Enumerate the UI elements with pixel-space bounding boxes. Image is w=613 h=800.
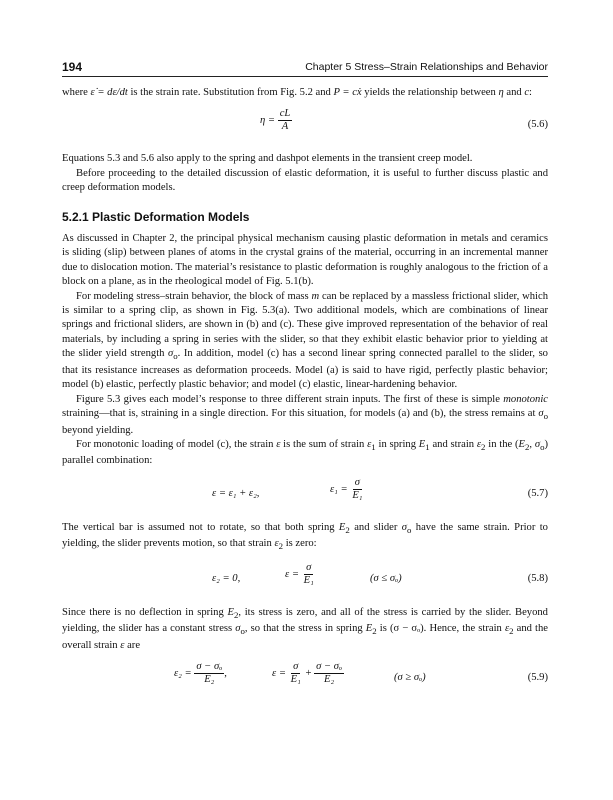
page-body (62, 86, 548, 705)
paragraph-equations-apply: Equations 5.3 and 5.6 also apply to the spring and dashpot elements in the transient creep model. (62, 153, 473, 165)
equation-number: (5.6) (527, 119, 548, 131)
paragraph-strain-rate: where ε̇ = dε/dt is the strain rate. Substitution from Fig. 5.2 and P = cẋ yields the relationship between η and c: (62, 87, 532, 98)
section-heading: 5.2.1 Plastic Deformation Models (62, 209, 250, 224)
paragraph-before-proceeding: Before proceeding to the detailed discussion of elastic deformation, it is useful to further discuss plastic and creep deformation models. (62, 167, 548, 194)
equation-number: (5.9) (527, 672, 548, 684)
equation-5-8: ε₂ = 0, ε = $\frac{\sigma}{\text{E₁}}$ (σ ≤ σₒ) (5.8) (212, 561, 548, 586)
running-title: Chapter 5 Stress–Strain Relationships and Behavior (305, 61, 548, 73)
paragraph-slider-models: For modeling stress–strain behavior, the block of mass m can be replaced by a massless frictional slider, which is similar to a spring clip, as shown in Fig. 5.3(a). Two additional models, which are combinations of linear springs and frictional sliders, are shown in (b) and (c). These give improved representation of the behavior of real materials, by including a spring in series with the slider, so that they exhibit elastic behavior prior to yielding at the slider yield strength $\sigma_o$. In addition, model (c) has a second linear spring connected parallel to the slider, so that its resistance increases as deformation proceeds. Model (a) is said to have rigid, perfectly plastic behavior; model (b) elastic, perfectly plastic behavior; and model (c) elastic, linear-hardening behavior. (62, 290, 548, 391)
paragraph-model-c: For monotonic loading of model (c), the strain ε is the sum of strain $\varepsilon_1$ in spring $E_1$ and strain $\varepsilon_2$ in the ($E_2$, $\sigma_o$) parallel combination: (62, 438, 549, 467)
equation-5-7: ε = ε₁ + ε₂, ε₁ = $\frac{\sigma}{\text{E₁}}$ (5.7) (212, 476, 548, 501)
equation-number: (5.7) (527, 487, 548, 499)
paragraph-mechanism: As discussed in Chapter 2, the principal physical mechanism causing plastic deformation in metals and ceramics is sliding (slip) between planes of atoms in the crystal grains of the material, occurring in an incremental manner due to dislocation motion. The material’s resistance to plastic deformation is roughly analogous to the friction of a block on a plane, as in the rheological model of Fig. 5.1(b). (62, 233, 548, 288)
page-header (62, 60, 548, 77)
equation-5-9: ε₂ = $\frac{\text{σ − σₒ}}{\text{E₂}}$ , ε = $\frac{\sigma}{\text{E₁}}$ + $\frac{\text{σ − σₒ}}{\text{E₂}}$ (σ ≥ σₒ) (5.9) (174, 661, 548, 686)
paragraph-no-deflection: Since there is no deflection in spring $E_2$, its stress is zero, and all of the stress is carried by the slider. Beyond yielding, the slider has a constant stress $\sigma_o$, so that the stress in spring $E_2$ is (σ − σₒ). Hence, the strain $\varepsilon_2$ and the overall strain ε are (62, 606, 548, 651)
equation-number: (5.8) (527, 572, 548, 584)
page-number: 194 (62, 60, 83, 74)
paragraph-vertical-bar: The vertical bar is assumed not to rotate, so that both spring $E_2$ and slider $\sigma_o$ have the same strain. Prior to yielding, the slider prevents motion, so that strain $\varepsilon_2$ is zero: (62, 521, 548, 552)
equation-5-6: η = $\frac{cL}{A}$ (5.6) (260, 108, 548, 133)
paragraph-monotonic: Figure 5.3 gives each model’s response to three different strain inputs. The first of these is simple monotonic straining—that is, straining in a single direction. For this situation, for models (a) and (b), the stress remains at $\sigma_o$ beyond yielding. (62, 393, 548, 436)
